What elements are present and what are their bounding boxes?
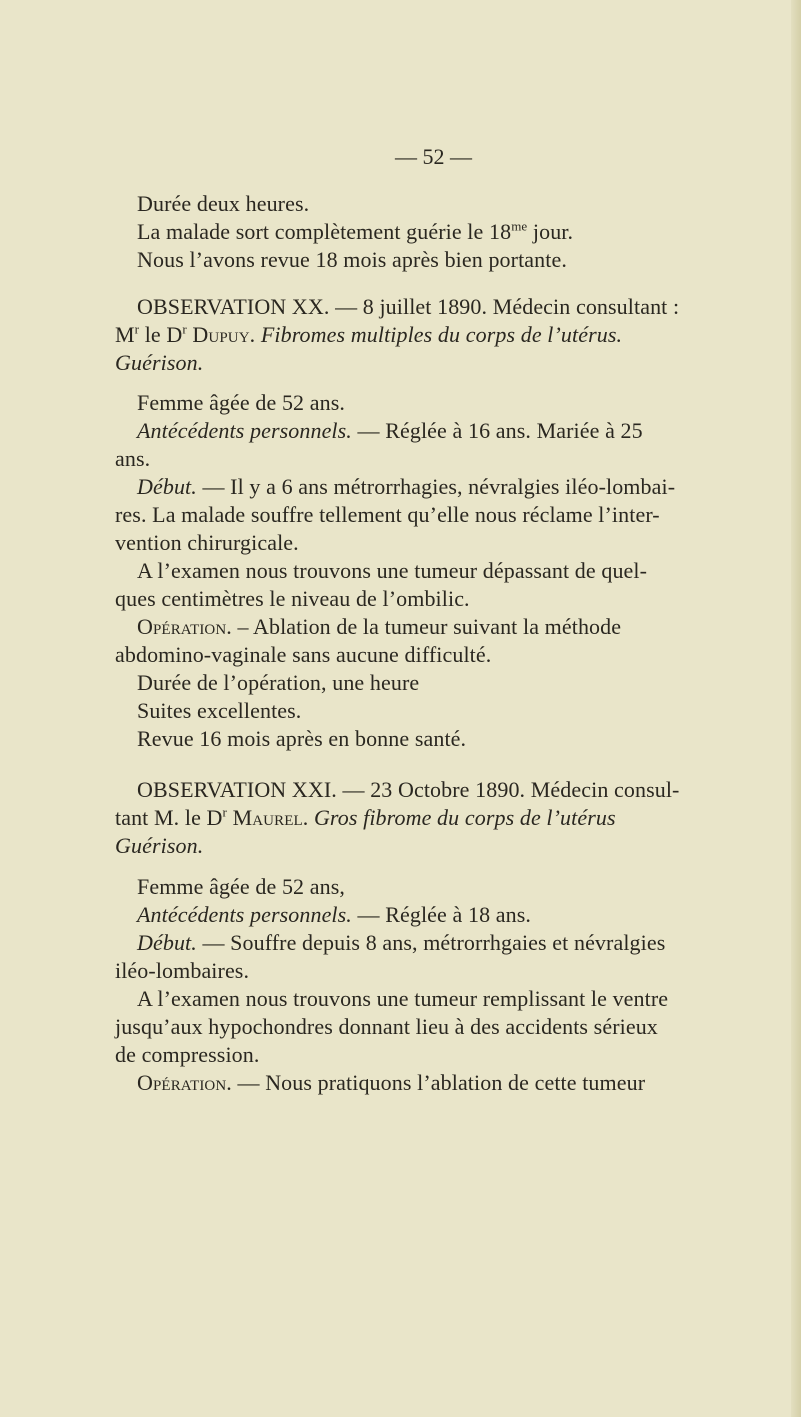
- text-line: Opération. — Nous pratiquons l’ablation de cette tumeur: [137, 1070, 646, 1095]
- text-line: A l’examen nous trouvons une tumeur remplissant le ventre: [137, 986, 669, 1011]
- text-line: Revue 16 mois après en bonne santé.: [137, 726, 467, 751]
- text-line: Guérison.: [115, 833, 204, 858]
- text-line: Nous l’avons revue 18 mois après bien portante.: [137, 247, 567, 272]
- page-number: — 52 —: [395, 144, 472, 169]
- text-line: Femme âgée de 52 ans,: [137, 874, 345, 899]
- text-line: abdomino-vaginale sans aucune difficulté.: [115, 642, 492, 667]
- text-line: Guérison.: [115, 350, 204, 375]
- text-line: ans.: [115, 446, 151, 471]
- text-line: Antécédents personnels. — Réglée à 18 ans.: [137, 902, 531, 927]
- text-line: Opération. – Ablation de la tumeur suivant la méthode: [137, 614, 622, 639]
- text-line: ques centimètres le niveau de l’ombilic.: [115, 586, 470, 611]
- text-line: tant M. le $D^r$ Maurel. Gros fibrome du corps de l’utérus: [115, 804, 616, 830]
- text-line: La malade sort complètement guérie le $18^{me}$ jour.: [137, 218, 574, 244]
- text-line: Début. — Il y a 6 ans métrorrhagies, névralgies iléo-lombai-: [137, 474, 676, 499]
- text-line: A l’examen nous trouvons une tumeur dépassant de quel-: [137, 558, 648, 583]
- text-line: Antécédents personnels. — Réglée à 16 ans. Mariée à 25: [137, 418, 643, 443]
- text-line: Durée deux heures.: [137, 191, 310, 216]
- text-line: res. La malade souffre tellement qu’elle nous réclame l’inter-: [115, 502, 660, 527]
- observation-xx-heading: OBSERVATION XX. — 8 juillet 1890. Médecin consultant :: [137, 294, 680, 319]
- text-line: $M^r$ le $D^r$ Dupuy. Fibromes multiples du corps de l’utérus.: [115, 321, 623, 347]
- text-line: iléo-lombaires.: [115, 958, 250, 983]
- text-line: Début. — Souffre depuis 8 ans, métrorrhgaies et névralgies: [137, 930, 666, 955]
- text-line: de compression.: [115, 1042, 260, 1067]
- text-line: jusqu’aux hypochondres donnant lieu à des accidents sérieux: [115, 1014, 658, 1039]
- text-line: Durée de l’opération, une heure: [137, 670, 420, 695]
- text-line: vention chirurgicale.: [115, 530, 299, 555]
- observation-xxi-heading: OBSERVATION XXI. — 23 Octobre 1890. Médecin consul-: [137, 777, 680, 802]
- text-line: Femme âgée de 52 ans.: [137, 390, 345, 415]
- text-line: Suites excellentes.: [137, 698, 302, 723]
